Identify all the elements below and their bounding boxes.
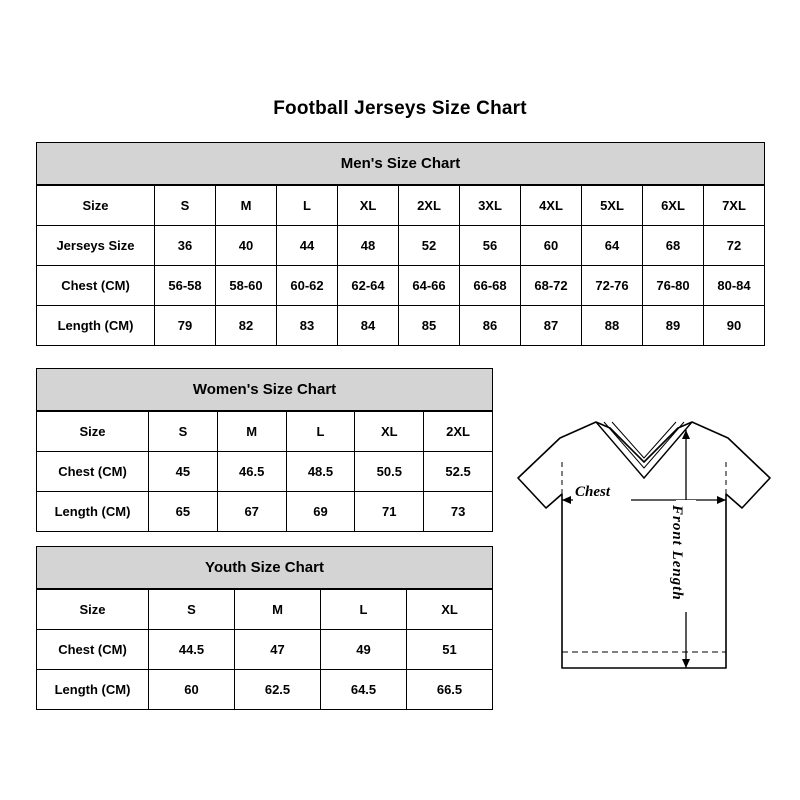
womens-size-chart <box>36 368 492 532</box>
cell: 72-76 <box>582 266 643 306</box>
cell: 56 <box>460 226 521 266</box>
cell: 7XL <box>704 186 765 226</box>
cell: 64 <box>582 226 643 266</box>
cell: 76-80 <box>643 266 704 306</box>
mens-size-chart <box>36 142 764 346</box>
cell: 88 <box>582 306 643 346</box>
cell: 49 <box>321 630 407 670</box>
table-row <box>37 492 493 532</box>
cell: M <box>235 590 321 630</box>
table-row <box>37 266 765 306</box>
table-row <box>37 412 493 452</box>
page-title: Football Jerseys Size Chart <box>273 98 527 119</box>
cell: 40 <box>216 226 277 266</box>
cell: 44 <box>277 226 338 266</box>
cell: 71 <box>355 492 424 532</box>
cell: 64-66 <box>399 266 460 306</box>
row-label: Chest (CM) <box>37 266 155 306</box>
chest-measure-label: Chest <box>575 484 611 500</box>
cell: 52 <box>399 226 460 266</box>
cell: 85 <box>399 306 460 346</box>
cell: 66.5 <box>407 670 493 710</box>
cell: 60-62 <box>277 266 338 306</box>
front-length-measure-label: Front Length <box>669 505 685 601</box>
row-label: Length (CM) <box>37 306 155 346</box>
cell: S <box>155 186 216 226</box>
cell: 56-58 <box>155 266 216 306</box>
cell: 67 <box>217 492 286 532</box>
table-row <box>37 670 493 710</box>
cell: 72 <box>704 226 765 266</box>
row-label: Jerseys Size <box>37 226 155 266</box>
cell: 80-84 <box>704 266 765 306</box>
cell: 62.5 <box>235 670 321 710</box>
table-row <box>37 452 493 492</box>
table-row <box>37 630 493 670</box>
table-row <box>37 186 765 226</box>
cell: XL <box>338 186 399 226</box>
mens-chart-caption: Men's Size Chart <box>36 142 765 185</box>
cell: 6XL <box>643 186 704 226</box>
cell: 87 <box>521 306 582 346</box>
cell: 47 <box>235 630 321 670</box>
cell: 86 <box>460 306 521 346</box>
cell: 4XL <box>521 186 582 226</box>
cell: 79 <box>155 306 216 346</box>
cell: L <box>286 412 355 452</box>
cell: 83 <box>277 306 338 346</box>
table-row <box>37 590 493 630</box>
row-label: Size <box>37 412 149 452</box>
cell: 48 <box>338 226 399 266</box>
cell: 60 <box>149 670 235 710</box>
table-row <box>37 226 765 266</box>
cell: 50.5 <box>355 452 424 492</box>
cell: 84 <box>338 306 399 346</box>
cell: 62-64 <box>338 266 399 306</box>
cell: 64.5 <box>321 670 407 710</box>
cell: 2XL <box>399 186 460 226</box>
cell: 46.5 <box>217 452 286 492</box>
cell: 65 <box>149 492 218 532</box>
row-label: Length (CM) <box>37 670 149 710</box>
cell: M <box>217 412 286 452</box>
cell: L <box>321 590 407 630</box>
cell: 52.5 <box>424 452 493 492</box>
tshirt-icon <box>500 400 788 700</box>
cell: 2XL <box>424 412 493 452</box>
cell: 48.5 <box>286 452 355 492</box>
youth-chart-caption: Youth Size Chart <box>36 546 493 589</box>
cell: XL <box>407 590 493 630</box>
cell: 68-72 <box>521 266 582 306</box>
youth-size-chart <box>36 546 492 710</box>
cell: 90 <box>704 306 765 346</box>
cell: 73 <box>424 492 493 532</box>
cell: 36 <box>155 226 216 266</box>
cell: 82 <box>216 306 277 346</box>
cell: 51 <box>407 630 493 670</box>
row-label: Chest (CM) <box>37 452 149 492</box>
cell: S <box>149 412 218 452</box>
womens-chart-caption: Women's Size Chart <box>36 368 493 411</box>
tshirt-measurement-diagram <box>500 400 788 700</box>
cell: 3XL <box>460 186 521 226</box>
cell: XL <box>355 412 424 452</box>
row-label: Size <box>37 186 155 226</box>
cell: 60 <box>521 226 582 266</box>
cell: S <box>149 590 235 630</box>
cell: L <box>277 186 338 226</box>
cell: 45 <box>149 452 218 492</box>
cell: M <box>216 186 277 226</box>
cell: 58-60 <box>216 266 277 306</box>
cell: 44.5 <box>149 630 235 670</box>
table-row <box>37 306 765 346</box>
cell: 89 <box>643 306 704 346</box>
cell: 5XL <box>582 186 643 226</box>
cell: 69 <box>286 492 355 532</box>
row-label: Chest (CM) <box>37 630 149 670</box>
row-label: Size <box>37 590 149 630</box>
cell: 68 <box>643 226 704 266</box>
row-label: Length (CM) <box>37 492 149 532</box>
cell: 66-68 <box>460 266 521 306</box>
